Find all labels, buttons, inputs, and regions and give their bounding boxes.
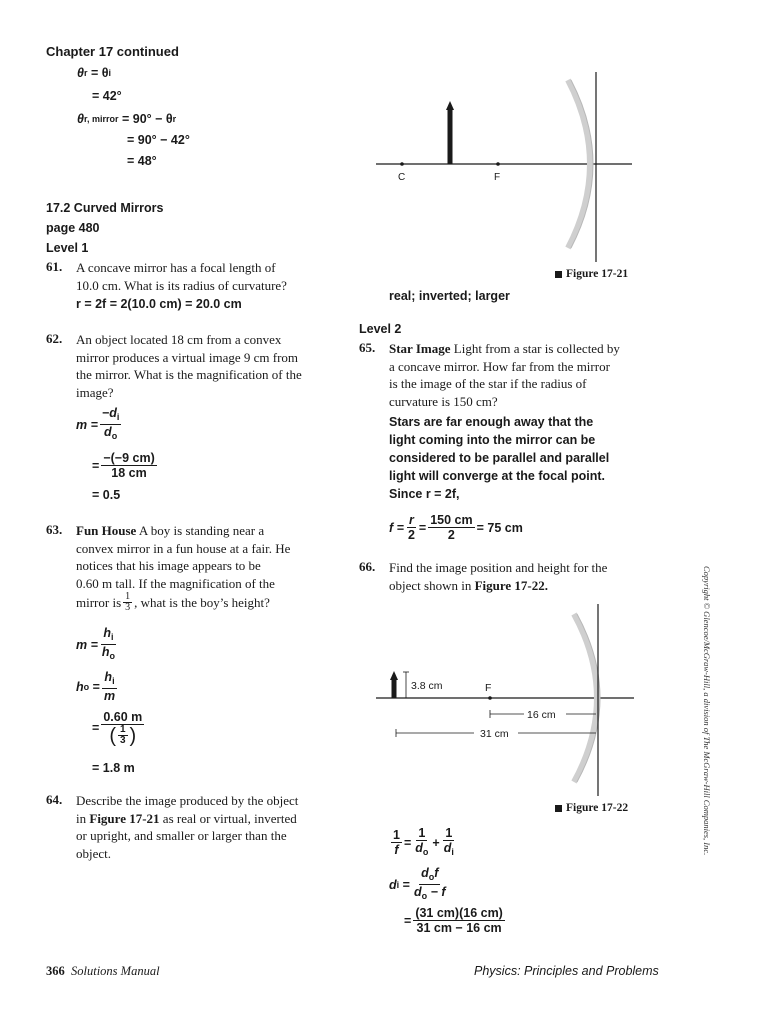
intro-eq-3: θ r, mirror = 90° − θ r xyxy=(77,112,177,126)
label-c: C xyxy=(398,172,406,183)
problem-62-eq-1: m = $\frac{-d_i}{d_o}$ xyxy=(76,406,120,441)
intro-eq-2: = 42° xyxy=(92,89,122,103)
problem-61-answer: r = 2f = 2(10.0 cm) = 20.0 cm xyxy=(76,297,242,311)
problem-62-text: An object located 18 cm from a convex mirror produces a virtual image 9 cm from the mirror. What is the magnification of the image? xyxy=(76,332,302,400)
focal-point xyxy=(496,162,500,166)
problem-64-text: Describe the image produced by the object in Figure 17-21 as real or virtual, inverted or upright, and smaller or larger than the object. xyxy=(76,793,299,861)
footer-left: 366 Solutions Manual xyxy=(46,964,160,978)
problem-63-number: 63. xyxy=(46,522,63,537)
problem-62-number: 62. xyxy=(46,331,63,346)
problem-66-eq-3: = $\frac{(31 cm)(16 cm)}{31 cm - 16 cm}$ xyxy=(404,906,503,935)
center-point xyxy=(400,162,404,166)
copyright-notice: Copyright © Glencoe/McGraw-Hill, a division of The McGraw-Hill Companies, Inc. xyxy=(702,566,712,856)
intro-eq-1: θ r = θ i xyxy=(77,66,112,80)
problem-66-eq-2: d i = $\frac{d_of}{d_o - f}$ xyxy=(389,866,446,901)
problem-62-eq-3: = 0.5 xyxy=(92,488,121,502)
problem-63-eq-1: m = $\frac{h_i}{h_o}$ xyxy=(76,626,116,661)
level-1-heading: Level 1 xyxy=(46,241,89,255)
problem-65-answer: Stars are far enough away that the light coming into the mirror can be considered to be parallel and parallel light will converge at the focal point. Since r = 2f, xyxy=(389,415,610,501)
distance-31: 31 cm xyxy=(480,728,509,740)
chapter-heading: Chapter 17 continued xyxy=(46,44,179,59)
section-page: page 480 xyxy=(46,221,100,235)
level-2-heading: Level 2 xyxy=(359,322,402,336)
focal-point xyxy=(488,696,492,700)
problem-63-eq-2: h o = $\frac{h_i}{m}$ xyxy=(76,670,116,703)
problem-66-eq-1: $\frac{1}{f}$ = $\frac{1}{d_o}$ + $\frac{1}{d_i}$ xyxy=(393,826,454,857)
problem-65-eq: f = $\frac{r}{2}$ = $\frac{150 cm}{2}$ = 75 cm xyxy=(389,513,523,542)
section-title: 17.2 Curved Mirrors xyxy=(46,201,164,215)
figure-17-22-diagram xyxy=(370,600,640,800)
figure-17-21-caption: Figure 17-21 xyxy=(555,268,628,280)
footer-book-title: Physics: Principles and Problems xyxy=(474,964,659,978)
problem-63-text: Fun House A boy is standing near a convex mirror in a fun house at a fair. He notices that his image appears to be 0.60 m tall. If the magnification of the mirror is $\frac{1}{3}$ , what is the boy’s height? xyxy=(76,523,291,613)
figure-17-21-diagram xyxy=(370,66,640,266)
problem-66-number: 66. xyxy=(359,559,376,574)
problem-65-text: Star Image Light from a star is collected by a concave mirror. How far from the mirror is the image of the star if the radius of curvature is 150 cm? xyxy=(389,341,620,409)
label-f: F xyxy=(485,682,492,694)
object-height-label: 3.8 cm xyxy=(411,680,443,692)
problem-63-eq-3: = 0.60 m ( $\frac{1}{3}$ ) xyxy=(92,710,143,747)
problem-61-text: A concave mirror has a focal length of 10.0 cm. What is its radius of curvature? xyxy=(76,260,287,293)
figure-17-22-caption: Figure 17-22 xyxy=(555,802,628,814)
distance-16: 16 cm xyxy=(527,709,556,721)
problem-64-number: 64. xyxy=(46,792,63,807)
problem-61-number: 61. xyxy=(46,259,63,274)
problem-65-number: 65. xyxy=(359,340,376,355)
label-f: F xyxy=(494,172,501,183)
problem-66-text: Find the image position and height for the object shown in Figure 17-22. xyxy=(389,560,608,593)
intro-eq-5: = 48° xyxy=(127,154,157,168)
problem-62-eq-2: = $\frac{-(-9 cm)}{18 cm}$ xyxy=(92,451,155,480)
intro-eq-4: = 90° − 42° xyxy=(127,133,190,147)
problem-64-answer: real; inverted; larger xyxy=(389,289,510,303)
problem-63-eq-4: = 1.8 m xyxy=(92,761,135,775)
